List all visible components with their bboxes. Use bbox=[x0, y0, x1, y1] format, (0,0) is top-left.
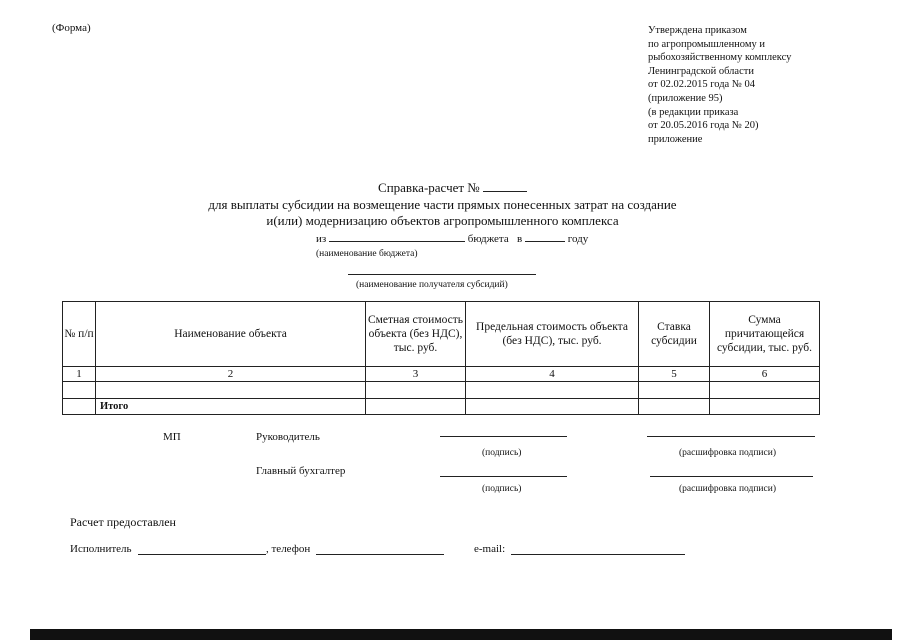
table-cell[interactable] bbox=[96, 382, 366, 399]
chief-accountant-label: Главный бухгалтер bbox=[256, 465, 346, 477]
table-row bbox=[63, 382, 820, 399]
number-blank[interactable] bbox=[483, 180, 527, 192]
budget-caption: (наименование бюджета) bbox=[316, 249, 418, 259]
approval-block bbox=[648, 24, 791, 146]
header-cell: № п/п bbox=[63, 302, 96, 367]
approval-line: рыбохозяйственному комплексу bbox=[648, 52, 792, 64]
calculation-table bbox=[62, 301, 820, 415]
title-text: Справка-расчет № bbox=[378, 180, 480, 195]
table-header-row bbox=[63, 302, 820, 367]
total-label: Итого bbox=[96, 399, 366, 415]
approval-line: от 02.02.2015 года № 04 bbox=[648, 79, 755, 91]
column-number: 6 bbox=[710, 367, 820, 382]
email-line[interactable] bbox=[511, 554, 685, 555]
budget-word: бюджета bbox=[467, 233, 509, 245]
accountant-signature-line[interactable] bbox=[440, 476, 567, 477]
approval-line: (в редакции приказа bbox=[648, 106, 739, 118]
header-cell: Ставка субсидии bbox=[639, 302, 710, 367]
from-word: из bbox=[316, 233, 327, 245]
form-label: (Форма) bbox=[52, 22, 91, 34]
header-cell: Сметная стоимость объекта (без НДС), тыс. руб. bbox=[366, 302, 466, 367]
in-word: в bbox=[517, 233, 523, 245]
signature-caption: (подпись) bbox=[482, 484, 522, 494]
approval-line: Утверждена приказом bbox=[648, 25, 747, 36]
table-cell[interactable] bbox=[63, 382, 96, 399]
table-cell[interactable] bbox=[466, 399, 639, 415]
phone-label: , телефон bbox=[266, 543, 311, 555]
column-number-row bbox=[63, 367, 820, 382]
head-signature-line[interactable] bbox=[440, 436, 567, 437]
accountant-decryption-line[interactable] bbox=[650, 476, 813, 477]
header-cell: Наименование объекта bbox=[96, 302, 366, 367]
table-cell[interactable] bbox=[366, 399, 466, 415]
phone-line[interactable] bbox=[316, 554, 444, 555]
title-subtitle-2: и(или) модернизацию объектов агропромышленного комплекса bbox=[266, 213, 619, 228]
head-decryption-line[interactable] bbox=[647, 436, 815, 437]
budget-line bbox=[316, 231, 588, 245]
year-word: году bbox=[567, 233, 589, 245]
approval-line: от 20.05.2016 года № 20) bbox=[648, 120, 759, 132]
table-cell[interactable] bbox=[466, 382, 639, 399]
header-cell: Сумма причитающейся субсидии, тыс. руб. bbox=[710, 302, 820, 367]
table-cell bbox=[63, 399, 96, 415]
document-title bbox=[0, 180, 905, 196]
column-number: 4 bbox=[466, 367, 639, 382]
title-subtitle-1: для выплаты субсидии на возмещение части прямых понесенных затрат на создание bbox=[208, 197, 677, 212]
email-label: e-mail: bbox=[474, 543, 506, 555]
column-number: 1 bbox=[63, 367, 96, 382]
submitted-label: Расчет предоставлен bbox=[70, 515, 176, 529]
column-number: 2 bbox=[96, 367, 366, 382]
budget-name-blank[interactable] bbox=[329, 231, 465, 242]
column-number: 3 bbox=[366, 367, 466, 382]
table-cell[interactable] bbox=[639, 399, 710, 415]
stamp-label: МП bbox=[163, 431, 181, 443]
approval-line: (приложение 95) bbox=[648, 92, 723, 104]
approval-line: по агропромышленному и bbox=[648, 38, 765, 50]
recipient-blank[interactable] bbox=[348, 274, 536, 275]
table-cell[interactable] bbox=[710, 382, 820, 399]
decryption-caption: (расшифровка подписи) bbox=[679, 484, 776, 494]
year-blank[interactable] bbox=[525, 231, 565, 242]
header-cell: Предельная стоимость объекта (без НДС), тыс. руб. bbox=[466, 302, 639, 367]
executor-line[interactable] bbox=[138, 554, 266, 555]
signature-caption: (подпись) bbox=[482, 448, 522, 458]
executor-label: Исполнитель bbox=[70, 543, 132, 555]
scan-edge-bar bbox=[30, 629, 892, 640]
column-number: 5 bbox=[639, 367, 710, 382]
recipient-caption: (наименование получателя субсидий) bbox=[356, 280, 508, 290]
approval-line: приложение bbox=[648, 133, 703, 145]
head-label: Руководитель bbox=[256, 431, 320, 443]
total-row bbox=[63, 399, 820, 415]
table-cell[interactable] bbox=[366, 382, 466, 399]
approval-line: Ленинградской области bbox=[648, 65, 754, 77]
table-cell[interactable] bbox=[639, 382, 710, 399]
decryption-caption: (расшифровка подписи) bbox=[679, 448, 776, 458]
table-cell[interactable] bbox=[710, 399, 820, 415]
